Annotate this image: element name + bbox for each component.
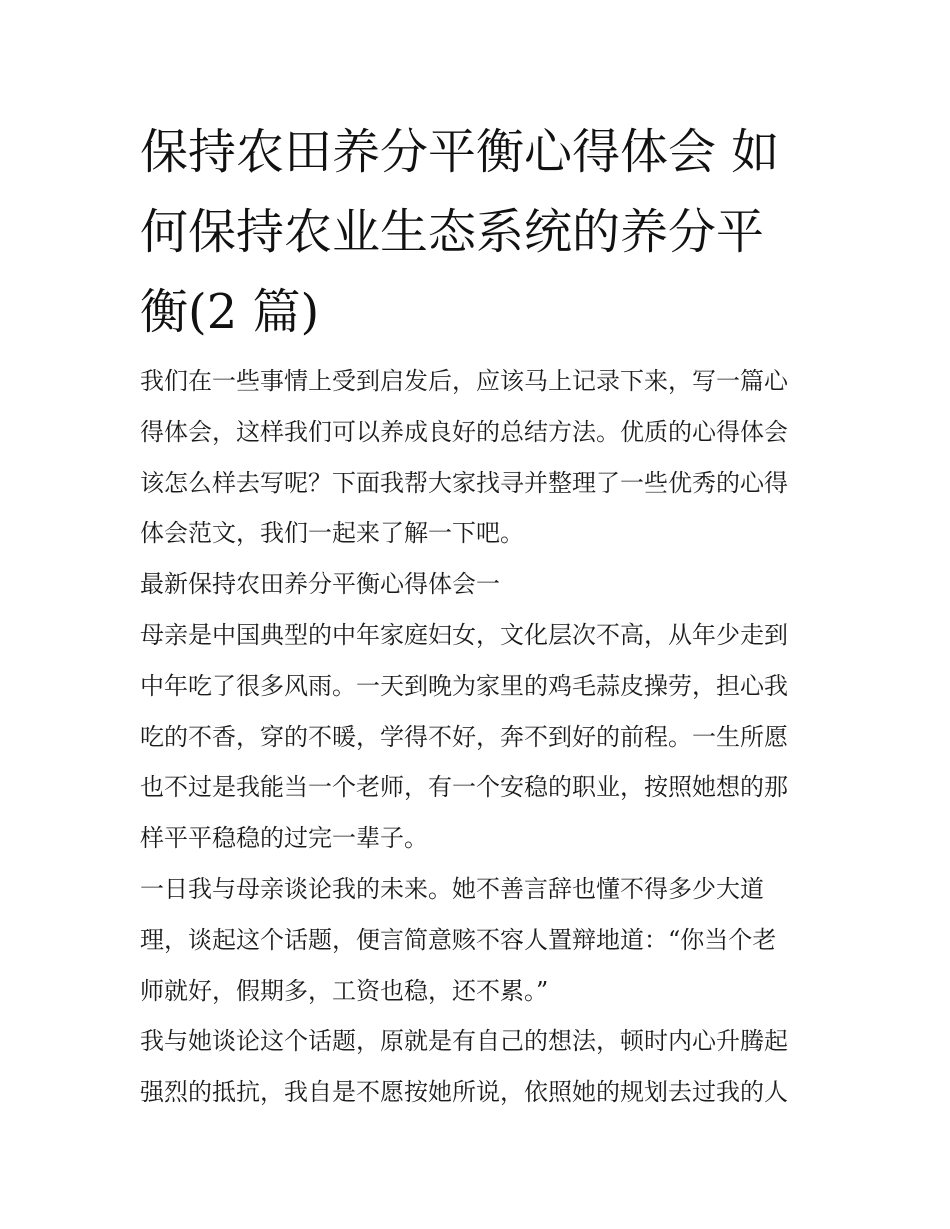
section-heading: 最新保持农田养分平衡心得体会一 (140, 570, 500, 599)
title-line: 衡(2 篇) (140, 284, 320, 340)
body-line: 体会范文，我们一起来了解一下吧。 (140, 519, 524, 548)
body-line: 该怎么样去写呢？下面我帮大家找寻并整理了一些优秀的心得 (140, 468, 788, 497)
body-line: 我与她谈论这个话题，原就是有自己的想法，顿时内心升腾起 (140, 1027, 788, 1056)
body-line: 强烈的抵抗，我自是不愿按她所说，依照她的规划去过我的人 (140, 1078, 788, 1107)
body-line: 我们在一些事情上受到启发后，应该马上记录下来，写一篇心 (140, 367, 788, 395)
body-line: 母亲是中国典型的中年家庭妇女，文化层次不高，从年少走到 (140, 620, 788, 649)
document-title (140, 112, 820, 352)
title-line: 保持农田养分平衡心得体会 如 (140, 124, 780, 180)
title-line: 何保持农业生态系统的养分平 (140, 204, 765, 260)
body-line: 理，谈起这个话题，便言简意赅不容人置辩地道：“你当个老 (140, 925, 777, 954)
body-line: 也不过是我能当一个老师，有一个安稳的职业，按照她想的那 (140, 773, 788, 802)
body-line: 得体会，这样我们可以养成良好的总结方法。优质的心得体会 (140, 417, 788, 446)
body-line: 中年吃了很多风雨。一天到晚为家里的鸡毛蒜皮操劳，担心我 (140, 671, 788, 700)
body-line: 吃的不香，穿的不暖，学得不好，奔不到好的前程。一生所愿 (140, 722, 788, 751)
body-line: 一日我与母亲谈论我的未来。她不善言辞也懂不得多少大道 (140, 874, 764, 903)
body-line: 样平平稳稳的过完一辈子。 (140, 824, 428, 853)
body-line: 师就好，假期多，工资也稳，还不累。” (140, 976, 549, 1005)
document-body (140, 356, 830, 1118)
